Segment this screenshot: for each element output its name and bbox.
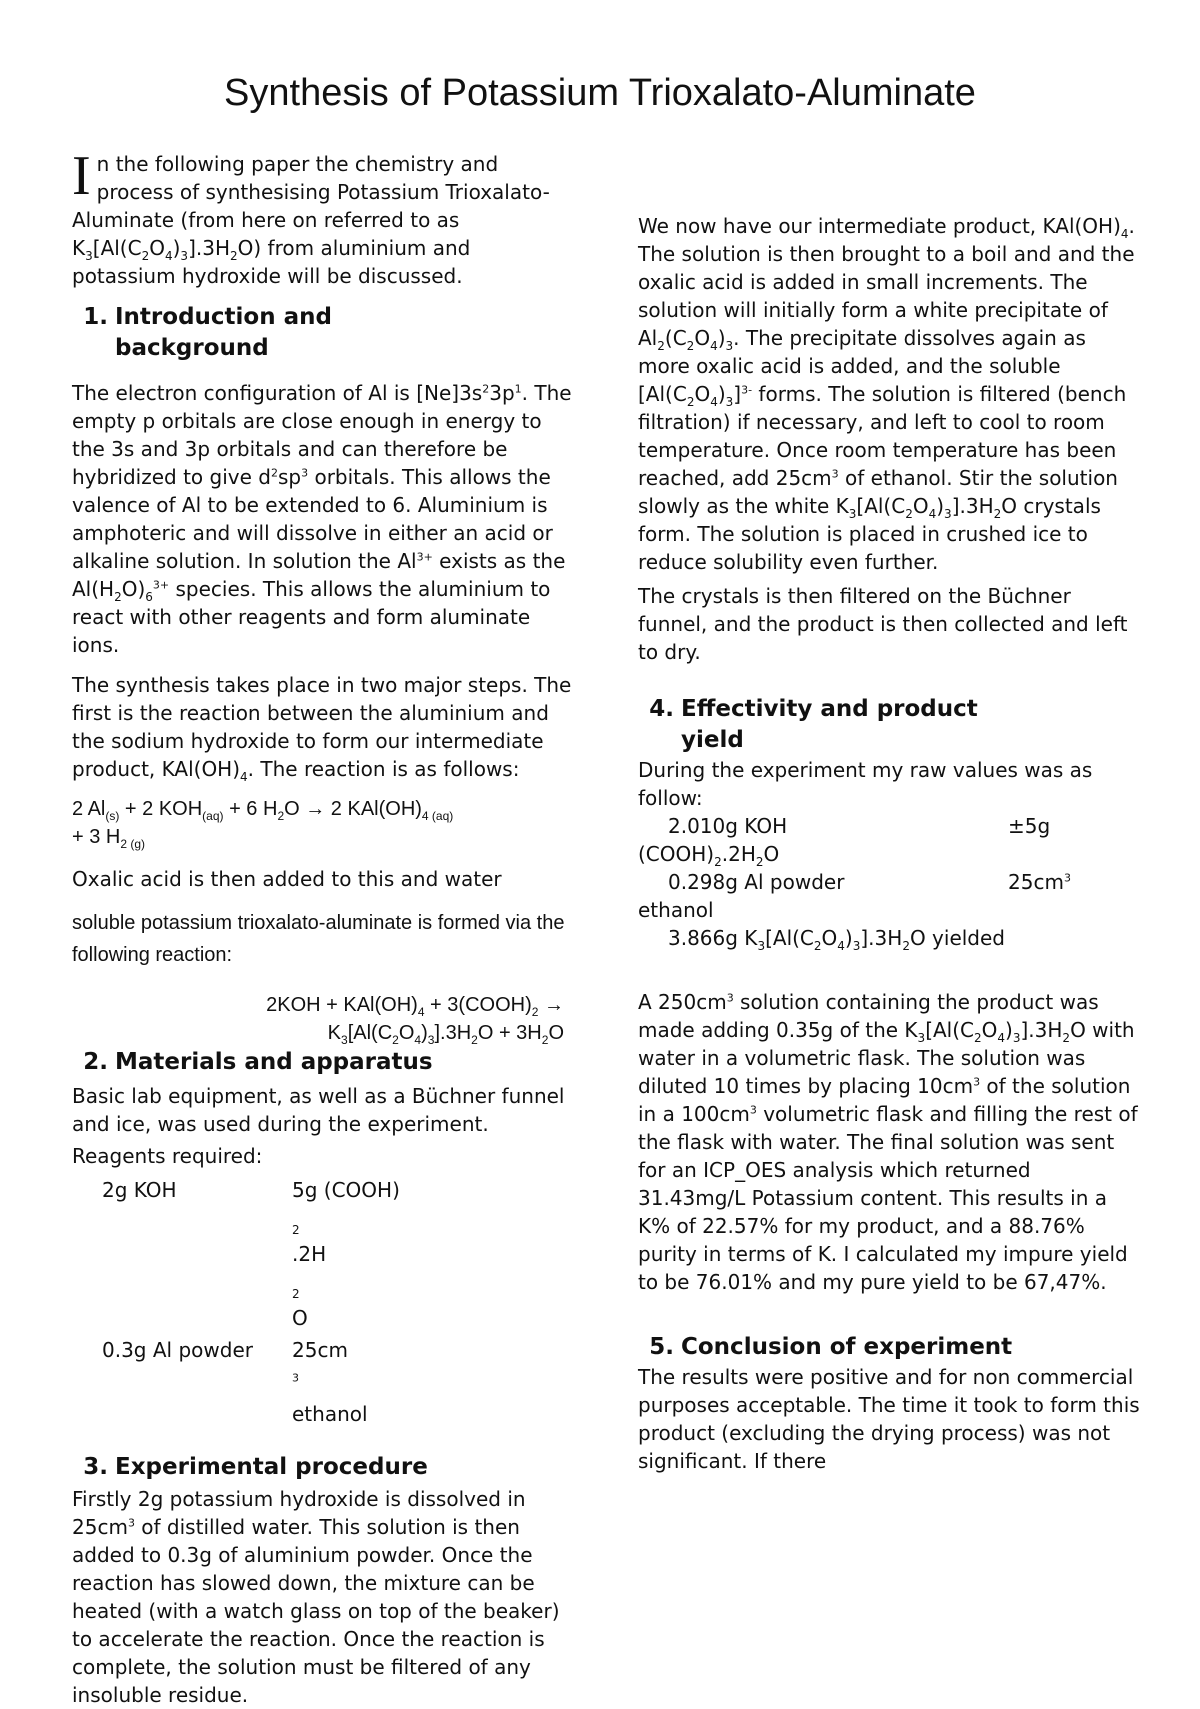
raw-values: 2.010g KOH ±5g $(COOH)_2.2H_2O$ 0.298g Al powder $25cm^3$ ethanol 3.866g $K_3[Al(C_2O_4)_3].3H_2O$ yielded (638, 814, 1071, 953)
intro-paragraph: In the following paper the chemistry and process of synthesising Potassium Trioxalato-Aluminate (from here on referred to as $K_3[Al(C_2O_4)_3].3H_2O$) from aluminium and potassium hydroxide will be discussed. (72, 145, 550, 288)
s4-paragraph-1: During the experiment my raw values was as follow: (638, 758, 1093, 810)
equation-2: $2KOH + KAl(OH)_4$ + $3(COOH)_2$ → $K_3[Al(C_2O_4)_3].3H_2O + 3H_2O$ (266, 994, 564, 1047)
s1-paragraph-2: The synthesis takes place in two major steps. The first is the reaction between the aluminium and the sodium hydroxide to form our intermediate product, $KAl(OH)_4$. The reaction is as follows: (72, 673, 572, 784)
page-title: Synthesis of Potassium Trioxalato-Aluminate (224, 72, 976, 114)
section-heading-2: 2. Materials and apparatus (83, 1049, 433, 1075)
left-column (72, 145, 572, 1709)
s1-paragraph-4: soluble potassium trioxalato-aluminate is formed via the following reaction: (72, 912, 565, 966)
s1-paragraph-1: The electron configuration of Al is $[Ne]3s^23p^1$. The empty p orbitals are close enough in energy to the 3s and 3p orbitals and can therefore be hybridized to give $d^2sp^3$ orbitals. This allows the valence of Al to be extended to 6. Aluminium is amphoteric and will dissolve in either an acid or alkaline solution. In solution the $Al^{3+}$ exists as the $Al(H_2O)_6^{3+}$ species. This allows the aluminium to react with other reagents and form aluminate ions. (72, 381, 572, 657)
s4-paragraph-2: A $250cm^3$ solution containing the product was made adding 0.35g of the $K_3[Al(C_2O_4)_3].3H_2O$ with water in a volumetric flask. The solution was diluted 10 times by placing $10cm^3$ of the solution in a $100cm^3$ volumetric flask and filling the rest of the flask with water. The final solution was sent for an ICP_OES analysis which returned 31.43mg/L Potassium content. This results in a K% of 22.57% for my product, and a 88.76% purity in terms of K. I calculated my impure yield to be 76.01% and my pure yield to be 67,47%. (638, 990, 1138, 1294)
section-heading-5: 5. Conclusion of experiment (649, 1334, 1013, 1360)
s3-paragraph-2: We now have our intermediate product, $KAl(OH)_4$. The solution is then brought to a boil and and the oxalic acid is added in small increments. The solution will initially form a white precipitate of $Al_2(C_2O_4)_3$. The precipitate dissolves again as more oxalic acid is added, and the soluble $[Al(C_2O_4)_3]^{3-}$ forms. The solution is filtered (bench filtration) if necessary, and left to cool to room temperature. Once room temperature has been reached, add $25cm^3$ of ethanol. Stir the solution slowly as the white $K_3[Al(C_2O_4)_3].3H_2O$ crystals form. The solution is placed in crushed ice to reduce solubility even further. (638, 214, 1135, 574)
drop-cap: I (72, 145, 91, 207)
section-heading-3: 3. Experimental procedure (83, 1454, 428, 1480)
section-heading-4: 4. Effectivity and product yield (649, 696, 978, 753)
s3-paragraph-1: Firstly 2g potassium hydroxide is dissolved in $25cm^3$ of distilled water. This solution is then added to 0.3g of aluminium powder. Once the reaction has slowed down, the mixture can be heated (with a watch glass on top of the beaker) to accelerate the reaction. Once the reaction is complete, the solution must be filtered of any insoluble residue. (72, 1487, 560, 1707)
section-heading-1: 1. Introduction and background (83, 304, 332, 361)
s3-paragraph-3: The crystals is then filtered on the Büchner funnel, and the product is then collected and left to dry. (638, 584, 1128, 664)
equation-1: 2 $Al_{(s)} + 2$ $KOH_{(aq)} + 6$ $H_2O \to 2$ $KAl(OH)_{4 (aq)}$ + 3 $H_{2 (g)}$ (72, 798, 454, 851)
reagents-list: 2g KOH 5g (COOH) $_2$ .2H $_2$ O 0.3g Al powder 25cm $^3$ ethanol (102, 1178, 400, 1426)
s2-paragraph-2: Reagents required: (72, 1144, 263, 1168)
s2-paragraph-1: Basic lab equipment, as well as a Büchner funnel and ice, was used during the experiment. (72, 1084, 565, 1136)
s1-paragraph-3: Oxalic acid is then added to this and water (72, 867, 502, 891)
s5-paragraph-1: The results were positive and for non commercial purposes acceptable. The time it took to form this product (excluding the drying process) was not significant. If there (638, 1365, 1140, 1473)
right-column (638, 150, 1143, 1475)
